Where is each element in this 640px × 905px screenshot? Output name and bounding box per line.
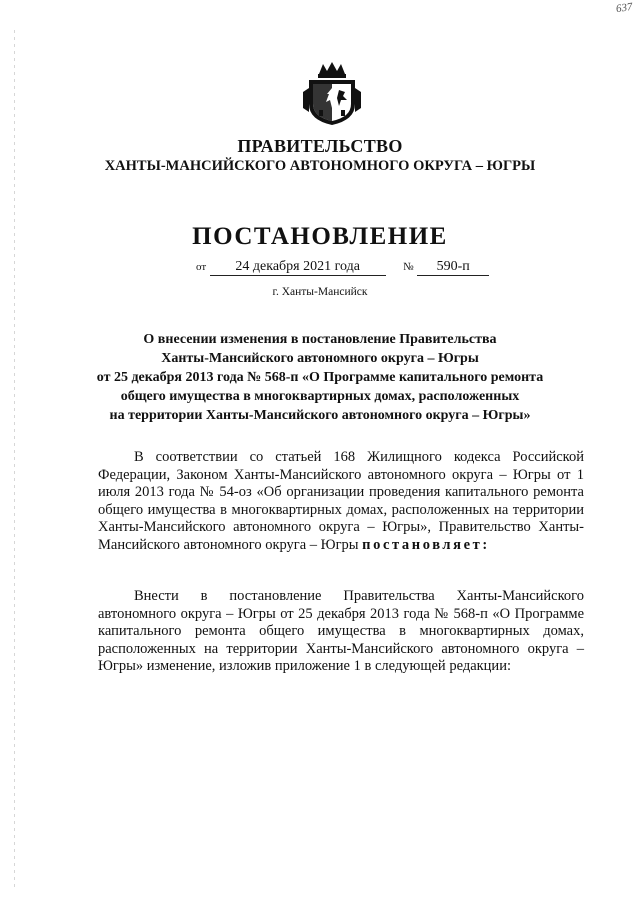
government-title: ПРАВИТЕЛЬСТВО — [237, 136, 403, 156]
operative-paragraph — [98, 588, 584, 676]
coat-of-arms-icon — [301, 62, 363, 126]
title-line: Ханты-Мансийского автономного округа – Югры — [161, 351, 479, 366]
operative-text: Внести в постановление Правительства Ханты-Мансийского автономного округа – Югры от 25 декабря 2013 года № 568-п «О Программе капитального ремонта общего имущества в многоквартирных домах, расположенных на территории Ханты-Мансийского автономного округа – Югры» изменение, изложив приложение 1 в следующей редакции: — [98, 588, 584, 674]
decides-word: постановляет: — [362, 536, 490, 553]
from-label: от — [196, 261, 207, 273]
date-number-line — [196, 259, 486, 276]
region-title: ХАНТЫ-МАНСИЙСКОГО АВТОНОМНОГО ОКРУГА – ЮГРЫ — [104, 158, 536, 174]
title-line: О внесении изменения в постановление Правительства — [143, 332, 497, 347]
page-mark: 637 — [614, 0, 633, 16]
preamble-paragraph — [98, 449, 584, 554]
preamble-text: В соответствии со статьей 168 Жилищного кодекса Российской Федерации, Законом Ханты-Мансийского автономного округа – Югры от 1 июля 2013 года № 54-оз «Об организации проведения капитального ремонта общего имущества в многоквартирных домах, расположенных на территории Ханты-Мансийского автономного округа – Югры», Правительство Ханты-Мансийского автономного округа – Югры — [98, 449, 584, 553]
title-line: общего имущества в многоквартирных домах, расположенных — [120, 389, 520, 404]
document-type-title: ПОСТАНОВЛЕНИЕ — [192, 223, 448, 250]
decree-title — [0, 330, 640, 425]
title-line: от 25 декабря 2013 года № 568-п «О Программе капитального ремонта — [96, 370, 544, 385]
decree-number: 590-п — [417, 259, 489, 276]
number-label: № — [403, 261, 414, 273]
title-line: на территории Ханты-Мансийского автономного округа – Югры» — [109, 408, 531, 423]
decree-date: 24 декабря 2021 года — [210, 259, 386, 276]
city-name: г. Ханты-Мансийск — [272, 286, 368, 298]
